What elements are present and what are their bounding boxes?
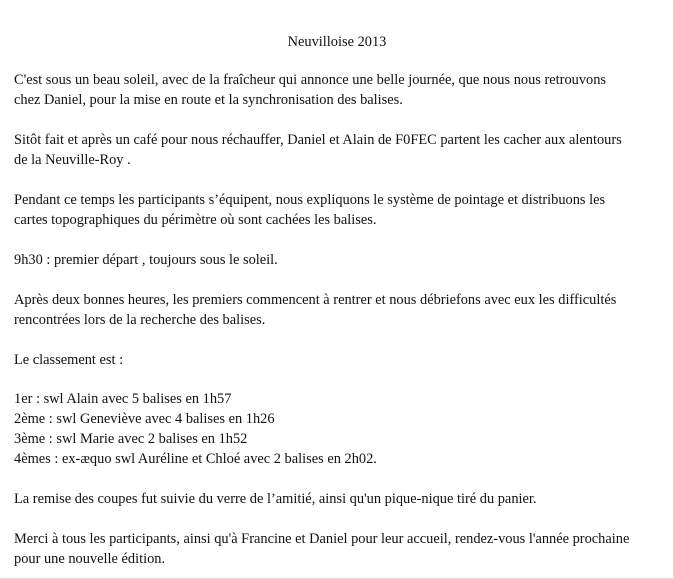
paragraph-2-line-1: Sitôt fait et après un café pour nous réchauffer, Daniel et Alain de F0FEC partent les cacher aux alentours [14, 132, 622, 148]
paragraph-3-line-2: cartes topographiques du périmètre où sont cachées les balises. [14, 212, 377, 228]
paragraph-8-line-1: La remise des coupes fut suivie du verre de l’amitié, ainsi qu'un pique-nique tiré du panier. [14, 491, 537, 507]
ranking-line-3: 3ème : swl Marie avec 2 balises en 1h52 [14, 431, 248, 447]
paragraph-5-line-2: rencontrées lors de la recherche des balises. [14, 312, 266, 328]
paragraph-1-line-2: chez Daniel, pour la mise en route et la synchronisation des balises. [14, 92, 403, 108]
paragraph-9-line-2: pour une nouvelle édition. [14, 551, 166, 567]
paragraph-5-line-1: Après deux bonnes heures, les premiers commencent à rentrer et nous débriefons avec eux les difficultés [14, 292, 617, 308]
document-title: Neuvilloise 2013 [287, 34, 387, 50]
paragraph-2-line-2: de la Neuville-Roy . [14, 152, 131, 168]
paragraph-9-line-1: Merci à tous les participants, ainsi qu'à Francine et Daniel pour leur accueil, rendez-vous l'année prochaine [14, 531, 630, 547]
ranking-line-1: 1er : swl Alain avec 5 balises en 1h57 [14, 391, 232, 407]
ranking-line-2: 2ème : swl Geneviève avec 4 balises en 1h26 [14, 411, 275, 427]
ranking-heading: Le classement est : [14, 352, 124, 368]
paragraph-4-line-1: 9h30 : premier départ , toujours sous le soleil. [14, 252, 278, 268]
paragraph-3-line-1: Pendant ce temps les participants s’équipent, nous expliquons le système de pointage et distribuons les [14, 192, 606, 208]
paragraph-1-line-1: C'est sous un beau soleil, avec de la fraîcheur qui annonce une belle journée, que nous nous retrouvons [14, 72, 607, 88]
ranking-line-4: 4èmes : ex-æquo swl Auréline et Chloé avec 2 balises en 2h02. [14, 451, 377, 467]
